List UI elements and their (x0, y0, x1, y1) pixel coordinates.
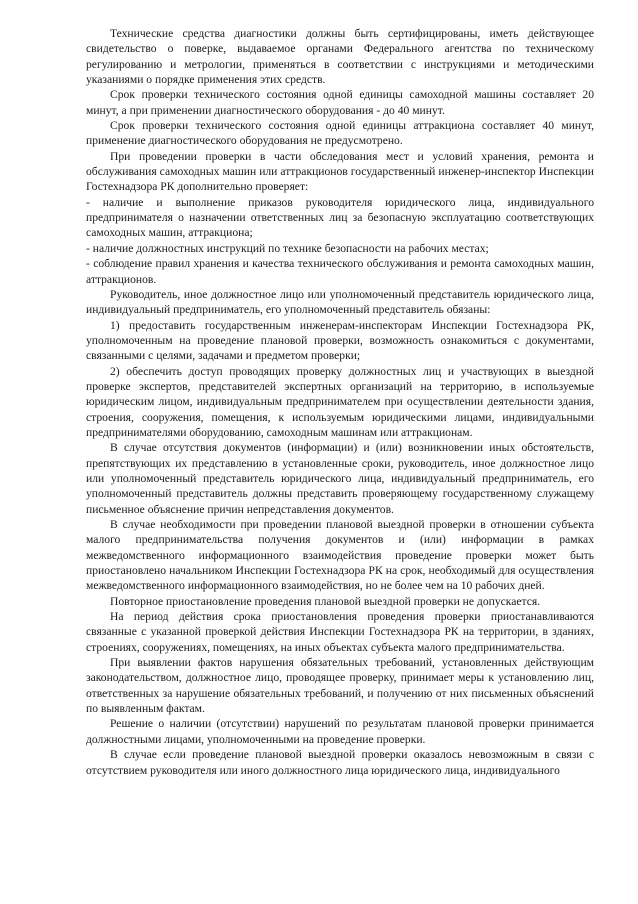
paragraph-diagnostic-equipment: Технические средства диагностики должны быть сертифицированы, иметь действующее свидетельство о поверке, выдаваемое органами Федерального агентства по техническому регулированию и метрологии, применяться в соответствии с инструкциями и методическими указаниями о порядке применения этих средств. (86, 27, 594, 87)
paragraph-suspension: В случае необходимости при проведении плановой выездной проверки в отношении субъекта малого предпринимательства получения документов и (или) информации в рамках межведомственного информационного взаимодействия проведение проверки может быть приостановлено начальником Инспекции Гостехнадзора РК на срок, необходимый для осуществления межведомственного информационного взаимодействия, но не более чем на 10 рабочих дней. (86, 518, 594, 593)
paragraph-decision: Решение о наличии (отсутствии) нарушений по результатам плановой проверки принимается должностными лицами, уполномоченными на проведение проверки. (86, 717, 594, 746)
paragraph-storage-inspection: При проведении проверки в части обследования мест и условий хранения, ремонта и обслуживания самоходных машин или аттракционов государственный инженер-инспектор Инспекции Гостехнадзора РК дополнительно проверяет: (86, 149, 594, 194)
list-item-storage-rules: - соблюдение правил хранения и качества технического обслуживания и ремонта самоходных машин, аттракционов. (86, 257, 594, 286)
list-item-instructions: - наличие должностных инструкций по технике безопасности на рабочих местах; (86, 241, 489, 255)
paragraph-attraction-inspection-time: Срок проверки технического состояния одной единицы аттракциона составляет 40 минут, применение диагностического оборудования не предусмотрено. (86, 119, 594, 148)
paragraph-suspension-period: На период действия срока приостановления проведения проверки приостанавливаются связанные с указанной проверкой действия Инспекции Гостехнадзора РК на территории, в зданиях, строениях, сооружениях, помещениях, на иных объектах субъекта малого предпринимательства. (86, 610, 594, 654)
list-item-orders: - наличие и выполнение приказов руководителя юридического лица, индивидуального предпринимателя о назначении ответственных лиц за безопасную эксплуатацию соответствующих самоходных машин, аттракциона; (86, 195, 594, 240)
paragraph-obligations: Руководитель, иное должностное лицо или уполномоченный представитель юридического лица, индивидуальный предприниматель, его уполномоченный представитель обязаны: (86, 287, 594, 317)
paragraph-missing-documents: В случае отсутствия документов (информации) и (или) возникновении иных обстоятельств, препятствующих их представлению в установленные сроки, руководитель, иное должностное лицо или уполномоченный представитель юридического лица, индивидуальный предприниматель, его уполномоченный представитель должны представить проверяющему государственному служащему письменное объяснение причин непредставления документов. (86, 441, 594, 516)
paragraph-impossible-inspection: В случае если проведение плановой выездной проверки оказалось невозможным в связи с отсутствием руководителя или иного должностного лица юридического лица, индивидуального (86, 748, 594, 777)
paragraph-repeat-suspension: Повторное приостановление проведения плановой выездной проверки не допускается. (110, 594, 541, 608)
paragraph-obligation-access: 2) обеспечить доступ проводящих проверку должностных лиц и участвующих в выездной проверке экспертов, представителей экспертных организаций на территорию, в используемые юридическим лицом, индивидуальным предпринимателем при осуществлении деятельности здания, строения, сооружения, помещения, к используемым юридическими лицами, индивидуальными предпринимателями оборудованию, самоходным машинам или аттракционам. (86, 364, 594, 439)
paragraph-obligation-documents: 1) предоставить государственным инженерам-инспекторам Инспекции Гостехнадзора РК, уполномоченным на проведение плановой проверки, возможность ознакомиться с документами, связанными с целями, задачами и предметом проверки; (86, 318, 594, 363)
paragraph-machine-inspection-time: Срок проверки технического состояния одной единицы самоходной машины составляет 20 минут, а при применении диагностического оборудования - до 40 минут. (86, 88, 594, 117)
paragraph-violations: При выявлении фактов нарушения обязательных требований, установленных действующим законодательством, должностное лицо, проводящее проверку, принимает меры к установлению лиц, ответственных за нарушение обязательных требований, и получению от них письменных объяснений по выявленным фактам. (86, 656, 594, 716)
